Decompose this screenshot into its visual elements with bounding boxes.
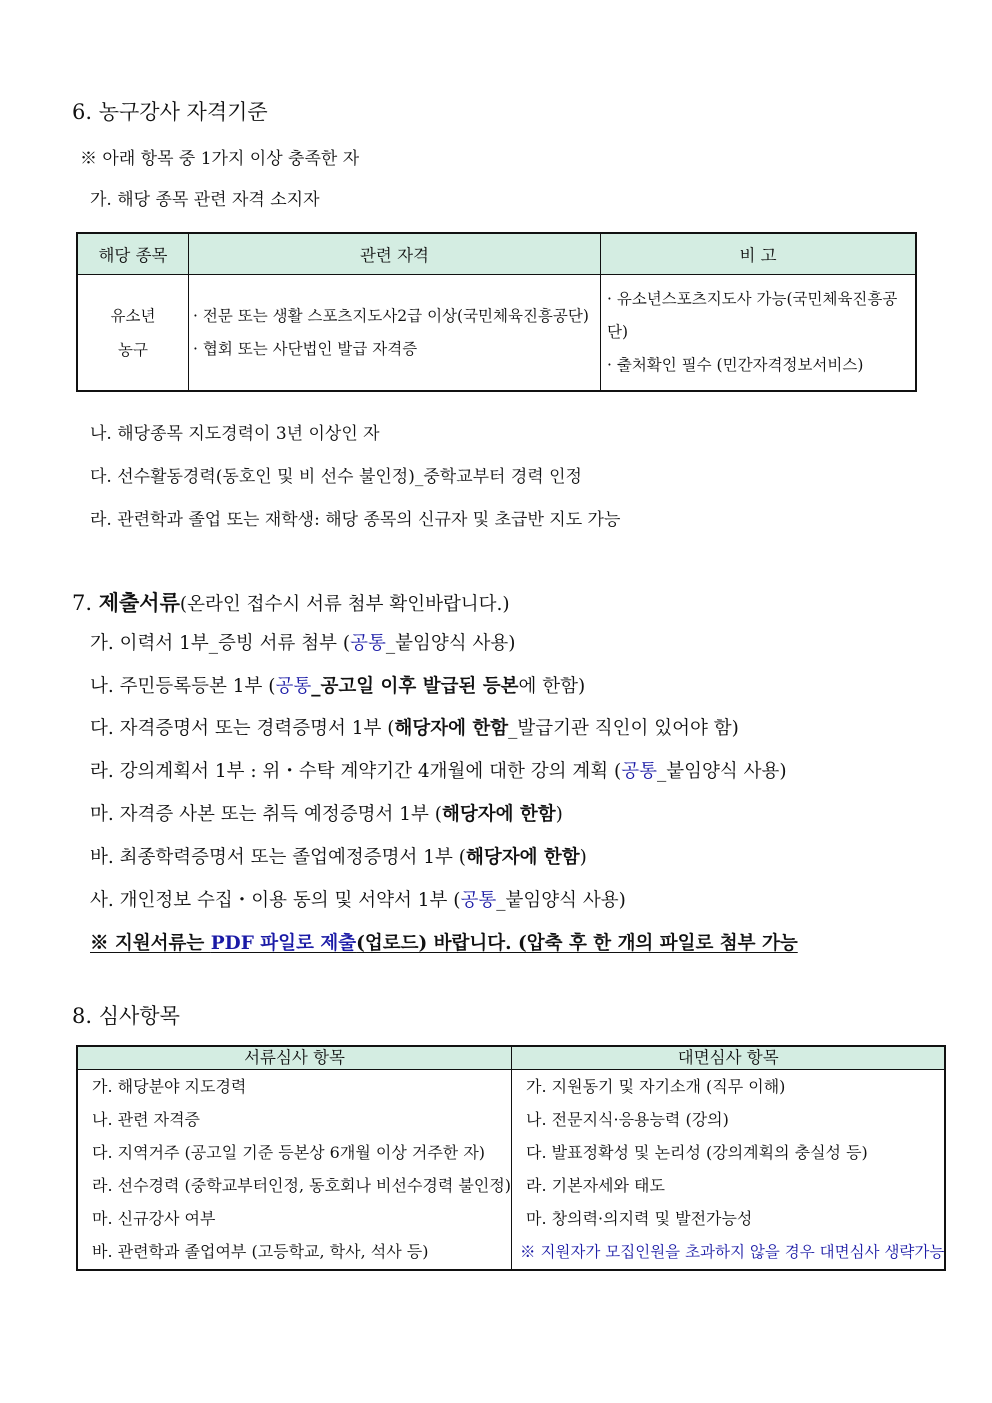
- header-interview-review: 대면심사 항목: [512, 1046, 946, 1070]
- common-label: 공통: [275, 676, 312, 697]
- section6-note: ※ 아래 항목 중 1가지 이상 충족한 자: [80, 149, 360, 169]
- review-table: [76, 1045, 946, 1271]
- doc-item-da: [90, 714, 739, 740]
- section7-heading-number: 7.: [72, 591, 99, 615]
- doc-text: 다. 자격증명서 또는 경력증명서 1부 (: [90, 718, 395, 739]
- doc-text: 가. 이력서 1부_증빙 서류 첨부 (: [90, 633, 351, 654]
- sport-line: 유소년: [110, 306, 156, 325]
- doc-text-bold: 해당자에 한함: [441, 804, 556, 825]
- doc-item-ra: [90, 757, 787, 783]
- doc-text-bold: 해당자에 한함: [394, 718, 509, 739]
- section8-heading: 8. 심사항목: [72, 1004, 180, 1028]
- doc-text: 에 한함): [518, 676, 586, 697]
- section6-item-ra: 라. 관련학과 졸업 또는 재학생: 해당 종목의 신규자 및 초급반 지도 가능: [90, 510, 621, 530]
- section6-item-ga: 가. 해당 종목 관련 자격 소지자: [90, 190, 320, 210]
- document-review-item: 나. 관련 자격증: [92, 1110, 200, 1129]
- sport-line: 농구: [118, 340, 148, 359]
- doc-item-na: [90, 672, 585, 698]
- qualification-table-row: [77, 275, 916, 392]
- document-review-item: 다. 지역거주 (공고일 기준 등본상 6개월 이상 거주한 자): [92, 1143, 486, 1162]
- doc-text: ): [555, 804, 563, 825]
- doc-text: 나. 주민등록등본 1부 (: [90, 676, 276, 697]
- notice-text: ※ 지원서류는: [90, 933, 211, 954]
- qualification-table: [76, 232, 917, 392]
- doc-text: 라. 강의계획서 1부 : 위・수탁 계약기간 4개월에 대한 강의 계획 (: [90, 761, 622, 782]
- document-review-item: 바. 관련학과 졸업여부 (고등학교, 학사, 석사 등): [92, 1242, 429, 1261]
- sport-cell: [77, 275, 189, 392]
- doc-item-sa: [90, 886, 626, 912]
- section7-heading: [72, 587, 510, 617]
- section7-heading-note: (온라인 접수시 서류 첨부 확인바랍니다.): [179, 594, 510, 615]
- doc-item-ga: [90, 629, 515, 655]
- qualification-cell: [189, 275, 601, 392]
- document-review-cell: [77, 1070, 512, 1271]
- remarks-line: · 유소년스포츠지도사 가능(국민체육진흥공단): [607, 290, 898, 341]
- doc-item-ma: [90, 800, 563, 826]
- remarks-line: · 출처확인 필수 (민간자격정보서비스): [607, 356, 864, 374]
- notice-text-blue: PDF 파일로 제출: [210, 933, 357, 954]
- doc-text: _붙임양식 사용): [496, 890, 626, 911]
- common-label: 공통: [621, 761, 657, 782]
- section6-heading: 6. 농구강사 자격기준: [72, 100, 268, 124]
- interview-review-item: 다. 발표정확성 및 논리성 (강의계획의 충실성 등): [526, 1143, 868, 1162]
- doc-text: 바. 최종학력증명서 또는 졸업예정증명서 1부 (: [90, 847, 466, 868]
- document-review-item: 라. 선수경력 (중학교부터인정, 동호회나 비선수경력 불인정): [92, 1176, 512, 1195]
- doc-text-bold: 해당자에 한함: [465, 847, 580, 868]
- doc-text: ): [579, 847, 587, 868]
- interview-review-item: 라. 기본자세와 태도: [526, 1176, 665, 1195]
- doc-text: _붙임양식 사용): [656, 761, 787, 782]
- notice-text: (업로드) 바랍니다. (압축 후 한 개의 파일로 첨부 가능: [356, 933, 798, 954]
- header-qualification: 관련 자격: [189, 233, 601, 275]
- doc-text: 사. 개인정보 수집・이용 동의 및 서약서 1부 (: [90, 890, 461, 911]
- section6-item-da: 다. 선수활동경력(동호인 및 비 선수 불인정)_중학교부터 경력 인정: [90, 467, 582, 487]
- qualification-line: · 협회 또는 사단법인 발급 자격증: [193, 339, 418, 358]
- section6-item-na: 나. 해당종목 지도경력이 3년 이상인 자: [90, 424, 380, 444]
- interview-review-item: 나. 전문지식·응용능력 (강의): [526, 1110, 729, 1129]
- remarks-cell: [601, 275, 917, 392]
- common-label: 공통: [460, 890, 497, 911]
- submission-notice: [90, 929, 798, 955]
- doc-text-bold: _공고일 이후 발급된 등본: [311, 676, 519, 697]
- document-review-item: 마. 신규강사 여부: [92, 1209, 216, 1228]
- doc-item-ba: [90, 843, 587, 869]
- review-table-header: [77, 1046, 945, 1070]
- interview-skip-note: ※ 지원자가 모집인원을 초과하지 않을 경우 대면심사 생략가능: [520, 1243, 945, 1261]
- section7-heading-title: 제출서류: [98, 590, 180, 615]
- qualification-table-header: [77, 233, 916, 275]
- review-table-body: [77, 1070, 945, 1271]
- doc-text: _붙임양식 사용): [385, 633, 516, 654]
- doc-text: 마. 자격증 사본 또는 취득 예정증명서 1부 (: [90, 804, 442, 825]
- header-remarks: 비 고: [601, 233, 917, 275]
- header-sport: 해당 종목: [77, 233, 189, 275]
- document-review-item: 가. 해당분야 지도경력: [92, 1077, 247, 1096]
- common-label: 공통: [350, 633, 386, 654]
- qualification-line: · 전문 또는 생활 스포츠지도사2급 이상(국민체육진흥공단): [193, 306, 589, 325]
- header-document-review: 서류심사 항목: [77, 1046, 512, 1070]
- interview-review-cell: [512, 1070, 946, 1271]
- interview-review-item: 가. 지원동기 및 자기소개 (직무 이해): [526, 1077, 786, 1096]
- interview-review-item: 마. 창의력·의지력 및 발전가능성: [526, 1209, 753, 1228]
- doc-text: _발급기관 직인이 있어야 함): [508, 718, 739, 739]
